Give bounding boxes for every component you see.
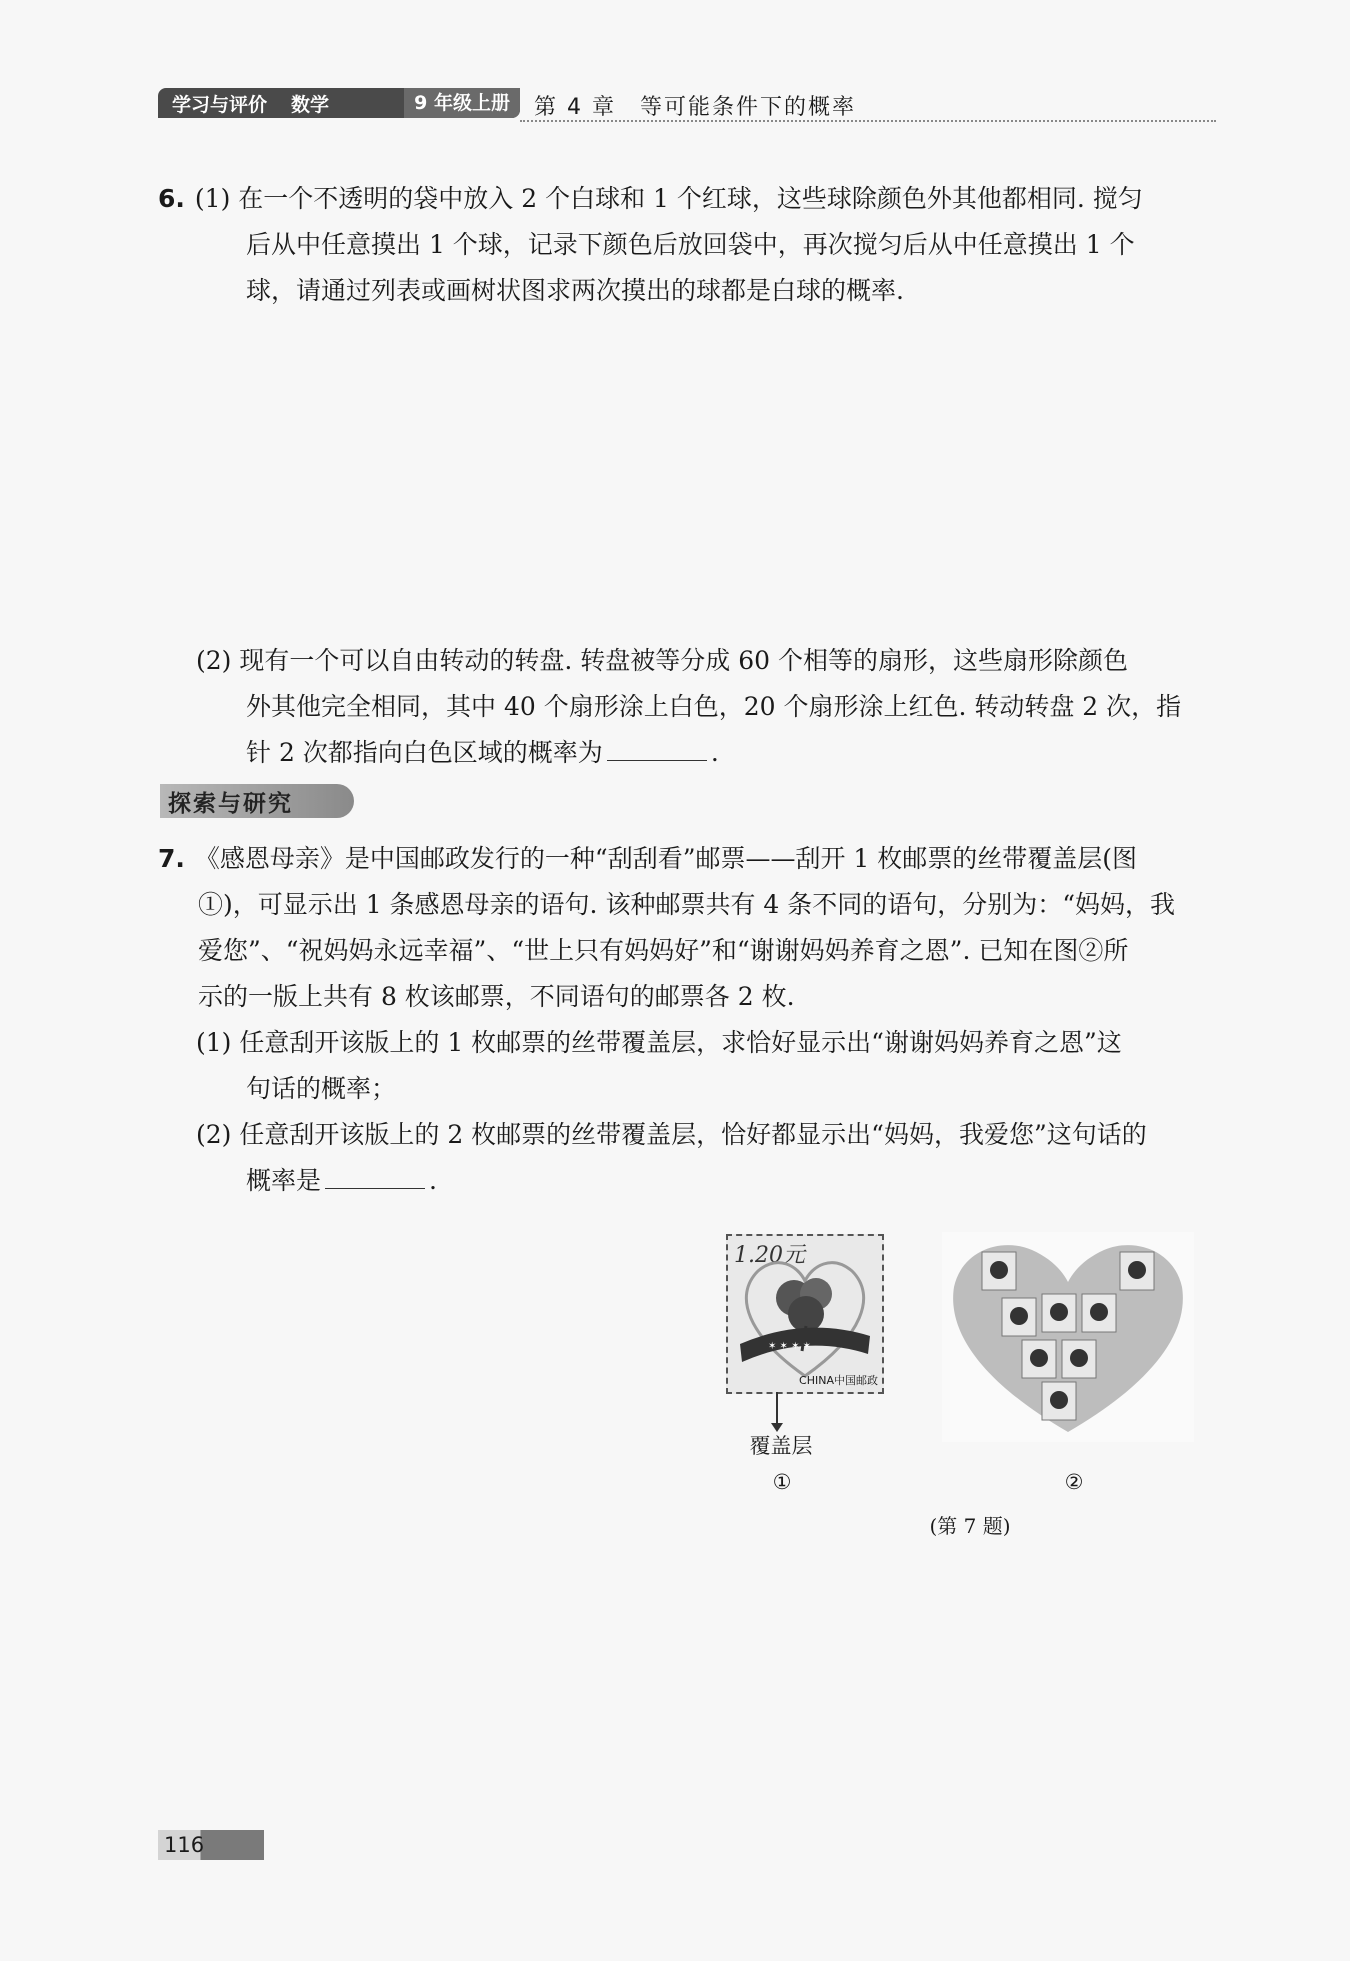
text-line: 针 2 次都指向白色区域的概率为 [246, 738, 603, 767]
grade: 9 年级上册 [404, 88, 520, 118]
stamp-brand: CHINA中国邮政 [799, 1374, 878, 1387]
section-banner: 探索与研究 [160, 784, 354, 818]
subject: 数学 [291, 93, 330, 116]
answer-blank[interactable] [607, 730, 707, 761]
question-6-part-2 [158, 638, 1218, 776]
header-rule [520, 120, 1216, 122]
part-label: (1) [196, 1028, 232, 1057]
question-number: 6. [158, 184, 185, 213]
text-line: 概率是 [246, 1166, 322, 1195]
page-header [158, 88, 1216, 122]
svg-text:✶ ✶ ✶ ✶: ✶ ✶ ✶ ✶ [768, 1341, 812, 1352]
chapter-heading [534, 90, 856, 121]
book-badge [158, 88, 520, 118]
question-7 [158, 836, 1218, 1204]
text-line: 爱您”、“祝妈妈永远幸福”、“世上只有妈妈好”和“谢谢妈妈养育之恩”. 已知在图②所 [198, 936, 1129, 965]
text-line: 《感恩母亲》是中国邮政发行的一种“刮刮看”邮票——刮开 1 枚邮票的丝带覆盖层(图 [194, 844, 1138, 873]
period: . [429, 1166, 437, 1195]
answer-blank[interactable] [325, 1158, 425, 1189]
figure-caption: (第 7 题) [929, 1514, 1011, 1538]
chapter-title: 等可能条件下的概率 [639, 95, 856, 120]
page-number: 116 [158, 1830, 264, 1860]
stamp-value: 1.20元 [734, 1243, 805, 1268]
arrow-icon [776, 1392, 778, 1426]
book-title: 学习与评价 [172, 93, 268, 116]
question-number: 7. [158, 844, 185, 873]
stamp-sheet-heart-icon [942, 1232, 1194, 1442]
cover-layer-label: 覆盖层 [749, 1434, 813, 1458]
text-line: 在一个不透明的袋中放入 2 个白球和 1 个红球，这些球除颜色外其他都相同. 搅匀 [238, 184, 1143, 213]
carnation-heart-icon [728, 1236, 882, 1392]
part-label: (1) [194, 184, 231, 213]
text-line: 现有一个可以自由转动的转盘. 转盘被等分成 60 个相等的扇形，这些扇形除颜色 [239, 646, 1128, 675]
text-line: 任意刮开该版上的 2 枚邮票的丝带覆盖层，恰好都显示出“妈妈，我爱您”这句话的 [239, 1120, 1147, 1149]
part-label: (2) [196, 646, 232, 675]
part-label: (2) [196, 1120, 232, 1149]
figure-1-label: ① [772, 1470, 792, 1494]
text-line: 句话的概率； [246, 1074, 397, 1103]
figure-2-label: ② [1064, 1470, 1084, 1494]
stamp-figure [726, 1234, 884, 1394]
question-6-part-1 [158, 176, 1218, 314]
text-line: 示的一版上共有 8 枚该邮票，不同语句的邮票各 2 枚. [198, 982, 795, 1011]
text-line: 球，请通过列表或画树状图求两次摸出的球都是白球的概率. [246, 276, 904, 305]
text-line: 外其他完全相同，其中 40 个扇形涂上白色，20 个扇形涂上红色. 转动转盘 2 次，指 [246, 692, 1182, 721]
text-line: 后从中任意摸出 1 个球，记录下颜色后放回袋中，再次搅匀后从中任意摸出 1 个 [246, 230, 1135, 259]
text-line: ①)，可显示出 1 条感恩母亲的语句. 该种邮票共有 4 条不同的语句，分别为：“妈妈，我 [198, 890, 1176, 919]
period: . [710, 738, 719, 767]
text-line: 任意刮开该版上的 1 枚邮票的丝带覆盖层，求恰好显示出“谢谢妈妈养育之恩”这 [239, 1028, 1122, 1057]
chapter-number: 第 4 章 [534, 95, 616, 120]
